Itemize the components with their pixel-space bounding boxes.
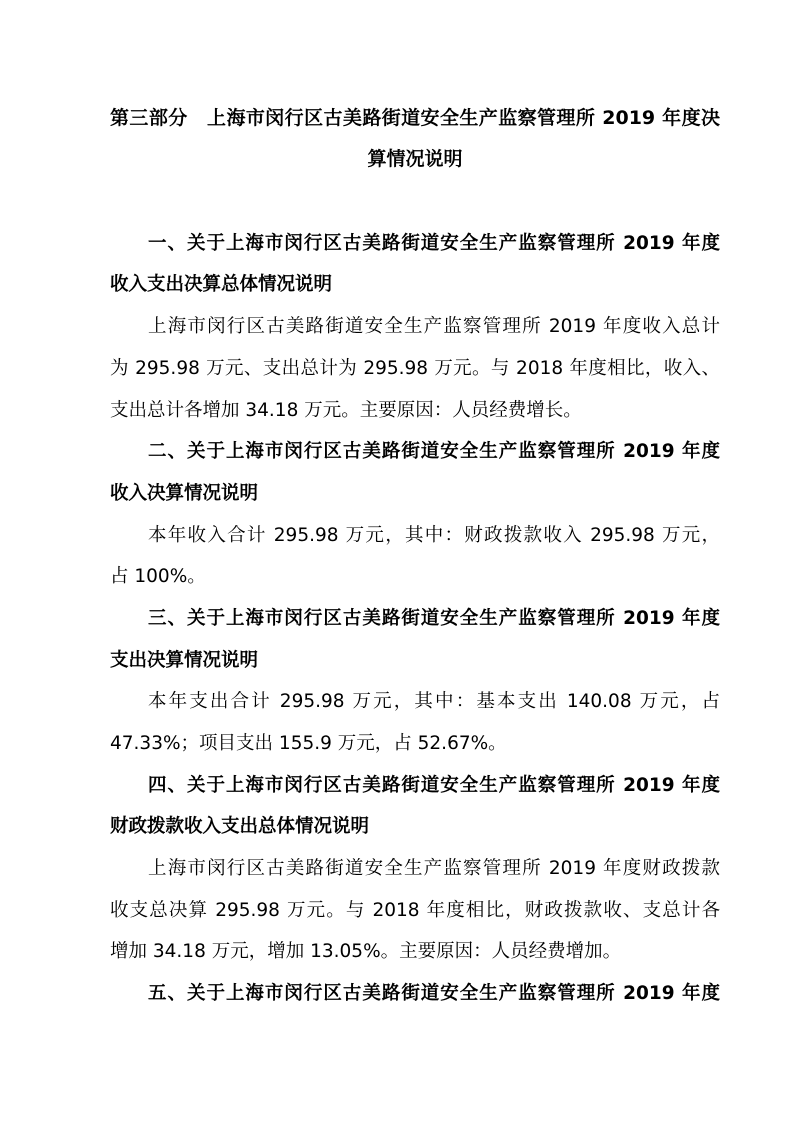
section-4-body-line-1: 上海市闵行区古美路街道安全生产监察管理所 2019 年度财政拨款 xyxy=(148,858,720,879)
section-2-heading-line-2: 收入决算情况说明 xyxy=(110,483,259,504)
section-4-body-line-3: 增加 34.18 万元，增加 13.05%。主要原因：人员经费增加。 xyxy=(110,941,622,962)
section-1-body-line-2: 为 295.98 万元、支出总计为 295.98 万元。与 2018 年度相比，收入、 xyxy=(110,358,720,379)
section-2-body-line-1: 本年收入合计 295.98 万元，其中：财政拨款收入 295.98 万元， xyxy=(148,525,720,546)
section-1-heading-line-2: 收入支出决算总体情况说明 xyxy=(110,274,333,295)
section-3-heading-line-2: 支出决算情况说明 xyxy=(110,650,259,671)
section-1-body-line-1: 上海市闵行区古美路街道安全生产监察管理所 2019 年度收入总计 xyxy=(148,316,720,337)
section-3-body-line-2: 47.33%；项目支出 155.9 万元，占 52.67%。 xyxy=(110,733,507,754)
section-5-heading-line-1: 五、关于上海市闵行区古美路街道安全生产监察管理所 2019 年度 xyxy=(148,983,720,1004)
section-3-body-line-1: 本年支出合计 295.98 万元，其中：基本支出 140.08 万元，占 xyxy=(148,691,720,712)
section-4-heading-line-2: 财政拨款收入支出总体情况说明 xyxy=(110,816,370,837)
section-2-body-line-2: 占 100%。 xyxy=(110,566,206,587)
document-title-line-2: 算情况说明 xyxy=(367,148,463,170)
section-1-heading-line-1: 一、关于上海市闵行区古美路街道安全生产监察管理所 2019 年度 xyxy=(148,233,720,254)
section-4-heading-line-1: 四、关于上海市闵行区古美路街道安全生产监察管理所 2019 年度 xyxy=(148,775,720,796)
section-4-body-line-2: 收支总决算 295.98 万元。与 2018 年度相比，财政拨款收、支总计各 xyxy=(110,900,720,921)
document-title-line-1: 第三部分 上海市闵行区古美路街道安全生产监察管理所 2019 年度决 xyxy=(110,107,720,129)
section-1-body-line-3: 支出总计各增加 34.18 万元。主要原因：人员经费增长。 xyxy=(110,400,582,421)
section-3-heading-line-1: 三、关于上海市闵行区古美路街道安全生产监察管理所 2019 年度 xyxy=(148,608,720,629)
section-2-heading-line-1: 二、关于上海市闵行区古美路街道安全生产监察管理所 2019 年度 xyxy=(148,441,720,462)
